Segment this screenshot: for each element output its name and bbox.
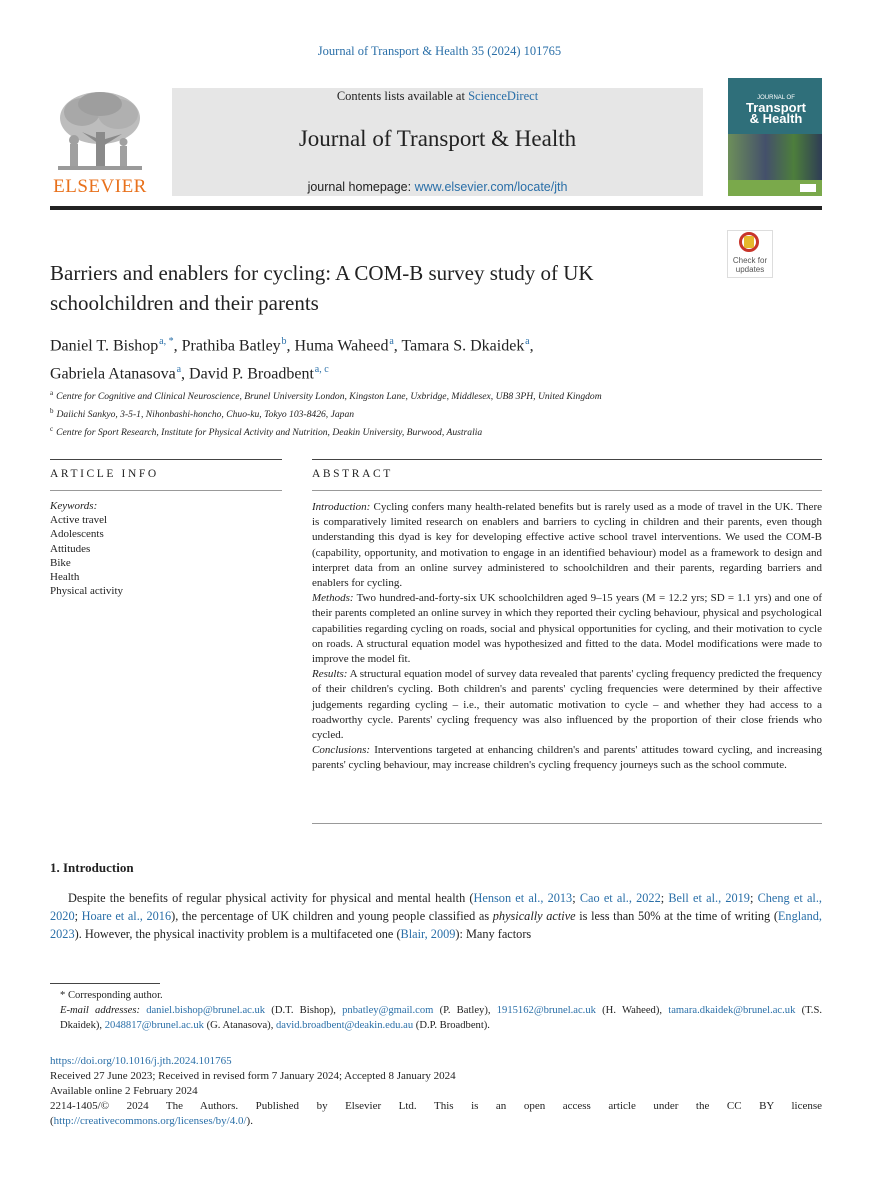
article-title — [50, 258, 690, 318]
article-info-heading: ARTICLE INFO — [50, 468, 159, 480]
homepage-link[interactable]: www.elsevier.com/locate/jth — [414, 180, 568, 194]
contents-line — [172, 89, 703, 104]
author-affil-mark[interactable]: a, * — [159, 336, 174, 347]
citation-link[interactable]: Cheng et al., 2020 — [50, 891, 822, 923]
contents-prefix: Contents lists available at — [336, 89, 469, 103]
masthead — [50, 88, 822, 198]
publisher-name: ELSEVIER — [53, 176, 147, 197]
sciencedirect-link[interactable]: ScienceDirect — [468, 89, 539, 103]
author[interactable]: Huma Waheed — [294, 337, 389, 355]
abstract-results: Results: A structural equation model of survey data revealed that parents' cycling frequency predicted the frequency of their children's cycling. Both children's and parents' cycling frequencies were determined by their affective judgements regarding cycling – i.e., their automatic motivation to cycle – and whether they had access to a roadworthy cycle. Parents' cycling frequency was also influenced by the proportion of their close friends who cycled. — [312, 668, 822, 742]
divider — [50, 490, 282, 491]
elsevier-tree-icon — [52, 88, 148, 174]
abstract-methods: Methods: Two hundred-and-forty-six UK schoolchildren aged 9–15 years (M = 12.2 yrs; SD = 1.1 yrs) and one of their parents completed an online survey in which they reported their cycling behaviour, physical and psychological capabilities regarding cycling on roads, social and physical opportunities for cycling, and their motivation to cycle on roads. A structural equation model was hypothesized and fitted to the data. Model modifications were made to improve the model fit. — [312, 592, 822, 666]
email-link[interactable]: 1915162@brunel.ac.uk — [496, 1005, 596, 1016]
license-url-line: (http://creativecommons.org/licenses/by/4.0/). — [50, 1115, 253, 1127]
abstract-conclusions: Conclusions: Interventions targeted at enhancing children's and parents' attitudes toward cycling, and increasing parents' cycling behaviour, may increase children's cycling frequency journeys such as the school commute. — [312, 744, 822, 772]
crossmark-label-line1: Check for — [732, 256, 768, 265]
citation-link[interactable]: Bell et al., 2019 — [668, 891, 750, 905]
author-affil-mark[interactable]: a — [176, 364, 182, 376]
publication-info — [50, 1054, 822, 1129]
author-affil-mark[interactable]: a, c — [314, 364, 329, 376]
cover-title-line1: Transport — [746, 100, 806, 115]
abstract-body — [312, 500, 822, 774]
author-affil-mark[interactable]: b — [281, 336, 287, 347]
email-link[interactable]: david.broadbent@deakin.edu.au — [276, 1020, 414, 1031]
citation-link[interactable]: Hoare et al., 2016 — [81, 909, 172, 923]
author[interactable]: Prathiba Batley — [181, 337, 281, 355]
elsevier-logo[interactable] — [50, 88, 150, 196]
article-title-line1: Barriers and enablers for cycling: A COM-B survey study of UK — [50, 261, 594, 285]
email-link[interactable]: tamara.dkaidek@brunel.ac.uk — [668, 1005, 796, 1016]
keyword: Bike — [50, 556, 71, 569]
author-list: Daniel T. Bishop $^{a, *}$, Prathiba Batley $^b$, Huma Waheed $^a$, Tamara S. Dkaidek $^a$, Gabriela Atanasova $^a$, David P. Broadbent $^{a, c}$ — [50, 336, 534, 383]
keyword: Health — [50, 571, 80, 584]
author[interactable]: Daniel T. Bishop — [50, 337, 159, 355]
corresponding-author-note: * Corresponding author. — [60, 990, 163, 1001]
author[interactable]: David P. Broadbent — [189, 365, 314, 383]
keywords — [50, 499, 282, 598]
bookmark-icon — [744, 236, 754, 248]
email-link[interactable]: pnbatley@gmail.com — [342, 1005, 434, 1016]
masthead-box — [172, 88, 703, 196]
homepage-line — [172, 180, 703, 194]
footnote-rule — [50, 983, 160, 984]
keyword: Active travel — [50, 514, 108, 527]
cover-image — [728, 134, 822, 180]
affiliation: $^a$ Centre for Cognitive and Clinical Neuroscience, Brunel University London, Kingston Lane, Uxbridge, Middlesex, UB8 3PH, United Kingdom — [50, 389, 602, 403]
citation-link[interactable]: England, 2023 — [50, 909, 822, 941]
email-link[interactable]: daniel.bishop@brunel.ac.uk — [146, 1005, 266, 1016]
author-affil-mark[interactable]: a — [525, 336, 530, 347]
citation-link[interactable]: Henson et al., 2013 — [473, 891, 573, 905]
available-online: Available online 2 February 2024 — [50, 1085, 198, 1097]
check-for-updates-button[interactable] — [727, 230, 775, 278]
received-dates: Received 27 June 2023; Received in revised form 7 January 2024; Accepted 8 January 2024 — [50, 1070, 456, 1082]
email-link[interactable]: 2048817@brunel.ac.uk — [104, 1020, 204, 1031]
crossmark-label-line2: updates — [735, 265, 765, 274]
license-text: 2214-1405/© 2024 The Authors. Published by Elsevier Ltd. This is an open access article under the CC BY license — [50, 1100, 822, 1112]
keywords-label: Keywords: — [50, 500, 98, 512]
email-addresses: E-mail addresses: daniel.bishop@brunel.ac.uk (D.T. Bishop), pnbatley@gmail.com (P. Batley), 1915162@brunel.ac.uk (H. Waheed), tamara.dkaidek@brunel.ac.uk (T.S. Dkaidek), 2048817@brunel.ac.uk (G. Atanasova), david.broadbent@deakin.edu.au (D.P. Broadbent). — [60, 1005, 822, 1031]
doi-link[interactable]: https://doi.org/10.1016/j.jth.2024.101765 — [50, 1055, 232, 1067]
cover-small-label: JOURNAL OF — [757, 95, 795, 101]
cover-badge — [800, 184, 816, 192]
cover-title — [734, 94, 818, 124]
keyword: Adolescents — [50, 528, 104, 541]
divider — [312, 459, 822, 460]
footnotes — [50, 988, 822, 1033]
divider — [312, 823, 822, 824]
journal-citation[interactable]: Journal of Transport & Health 35 (2024) 101765 — [317, 44, 562, 58]
homepage-prefix: journal homepage: — [307, 180, 415, 194]
section-heading-introduction: 1. Introduction — [50, 860, 134, 875]
affiliation: $^c$ Centre for Sport Research, Institute for Physical Activity and Nutrition, Deakin University, Burwood, Australia — [50, 425, 483, 439]
abstract-heading: ABSTRACT — [312, 468, 393, 480]
article-title-line2: schoolchildren and their parents — [50, 291, 319, 315]
crossmark-label — [727, 256, 773, 274]
divider — [50, 459, 282, 460]
masthead-rule — [50, 206, 822, 210]
abstract-introduction: Introduction: Cycling confers many health-related benefits but is rarely used as a mode of travel in the UK. There is comparatively limited research on enablers and barriers to cycling in children and their parents, even though understanding this dyad is key for developing effective active school travel interventions. We used the COM-B (capability, opportunity, and motivation to engage in an identified behaviour) model as a framework to design and interpret data from an online survey administered to schoolchildren and their parents, regarding barriers and enablers for cycling. — [312, 501, 822, 590]
citation-link[interactable]: Cao et al., 2022 — [579, 891, 661, 905]
author[interactable]: Gabriela Atanasova — [50, 365, 176, 383]
cover-title-line2: & Health — [749, 111, 803, 126]
journal-title: Journal of Transport & Health — [298, 126, 577, 151]
affiliations — [50, 386, 822, 441]
divider — [312, 490, 822, 491]
affiliation: $^b$ Daiichi Sankyo, 3-5-1, Nihonbashi-honcho, Chuo-ku, Tokyo 103-8426, Japan — [50, 407, 355, 421]
citation-link[interactable]: Blair, 2009 — [400, 927, 456, 941]
author-affil-mark[interactable]: a — [389, 336, 394, 347]
keyword: Attitudes — [50, 542, 91, 555]
author[interactable]: Tamara S. Dkaidek — [401, 337, 525, 355]
journal-cover[interactable] — [728, 78, 822, 196]
license-link[interactable]: http://creativecommons.org/licenses/by/4.0/ — [53, 1115, 247, 1127]
keyword: Physical activity — [50, 585, 124, 598]
introduction-paragraph: Despite the benefits of regular physical activity for physical and mental health (Henson et al., 2013; Cao et al., 2022; Bell et al., 2019; Cheng et al., 2020; Hoare et al., 2016), the percentage of UK children and young people classified as physically active is less than 50% at the time of writing (England, 2023). However, the physical inactivity problem is a multifaceted one (Blair, 2009): Many factors — [50, 891, 822, 941]
